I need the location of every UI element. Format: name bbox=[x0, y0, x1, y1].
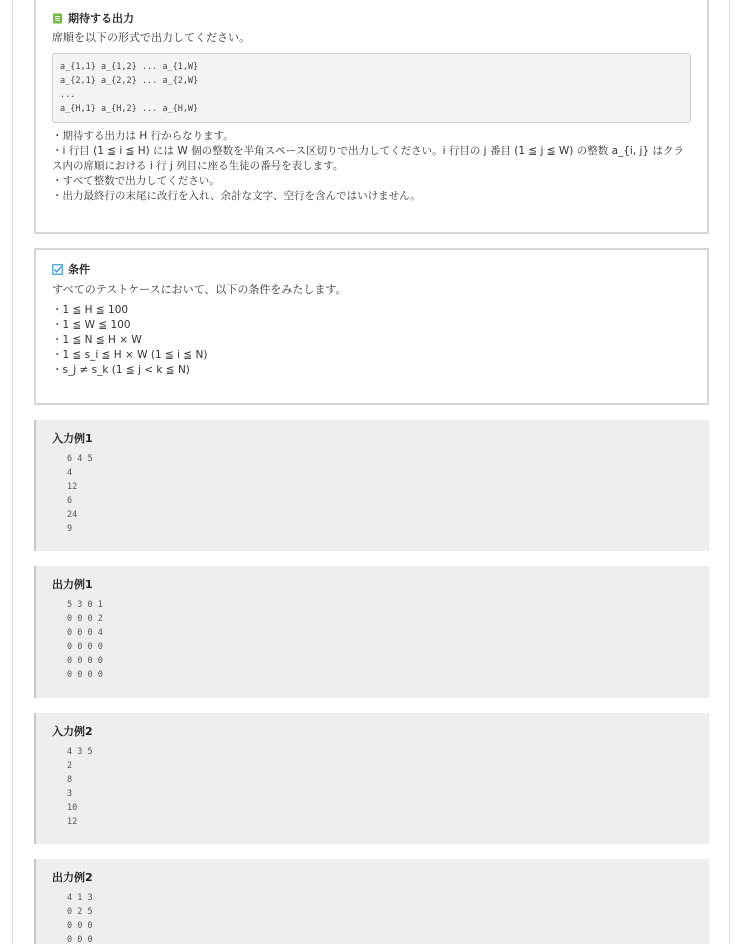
expected-output-title: 期待する出力 bbox=[68, 12, 134, 25]
condition-item: ・1 ≦ H ≦ 100 bbox=[52, 304, 129, 316]
sample-line: 0 0 0 2 bbox=[67, 614, 103, 624]
sample-title: 入力例1 bbox=[52, 432, 93, 445]
document-list-icon bbox=[52, 13, 63, 24]
expected-output-description: 席順を以下の形式で出力してください。 bbox=[52, 31, 250, 44]
sample-output-2 bbox=[34, 859, 709, 944]
condition-item: ・1 ≦ W ≦ 100 bbox=[52, 319, 131, 331]
sample-line: 0 0 0 0 bbox=[67, 642, 103, 652]
sample-line: 6 4 5 bbox=[67, 454, 93, 464]
condition-item: ・s_j ≠ s_k (1 ≦ j < k ≦ N) bbox=[52, 364, 190, 376]
checkbox-icon bbox=[52, 264, 63, 275]
sample-line: 5 3 0 1 bbox=[67, 600, 103, 610]
format-line: ... bbox=[60, 90, 76, 100]
conditions-section bbox=[34, 248, 709, 405]
condition-item: ・1 ≦ N ≦ H × W bbox=[52, 334, 142, 346]
sample-output-1 bbox=[34, 566, 709, 698]
output-rule: ・期待する出力は H 行からなります。 bbox=[52, 130, 234, 142]
output-rules-list bbox=[52, 129, 691, 204]
format-line: a_{1,1} a_{1,2} ... a_{1,W} bbox=[60, 62, 199, 72]
output-rule: ・出力最終行の末尾に改行を入れ、余計な文字、空行を含んではいけません。 bbox=[52, 190, 421, 202]
output-format-code-block bbox=[52, 53, 691, 123]
sample-line: 0 0 0 4 bbox=[67, 628, 103, 638]
output-rule: ス内の席順における i 行 j 列目に座る生徒の番号を表します。 bbox=[52, 160, 344, 172]
format-line: a_{2,1} a_{2,2} ... a_{2,W} bbox=[60, 76, 199, 86]
sample-input-2 bbox=[34, 713, 709, 844]
sample-line: 9 bbox=[67, 524, 73, 534]
section-title-row bbox=[52, 10, 691, 26]
sample-line: 0 2 5 bbox=[67, 907, 93, 917]
sample-line: 10 bbox=[67, 803, 78, 813]
sample-line: 8 bbox=[67, 775, 73, 785]
sample-line: 3 bbox=[67, 789, 73, 799]
sample-line: 0 0 0 0 bbox=[67, 656, 103, 666]
sample-line: 24 bbox=[67, 510, 78, 520]
sample-input-1 bbox=[34, 420, 709, 551]
sample-line: 4 3 5 bbox=[67, 747, 93, 757]
sample-line: 12 bbox=[67, 482, 78, 492]
conditions-description: すべてのテストケースにおいて、以下の条件をみたします。 bbox=[52, 283, 347, 296]
sample-line: 0 0 0 bbox=[67, 935, 93, 944]
expected-output-section bbox=[34, 0, 709, 234]
output-rule: ・i 行目 (1 ≦ i ≦ H) には W 個の整数を半角スペース区切りで出力してください。i 行目の j 番目 (1 ≦ j ≦ W) の整数 a_{i, j} はクラ bbox=[52, 145, 684, 157]
output-rule: ・すべて整数で出力してください。 bbox=[52, 175, 220, 187]
format-line: a_{H,1} a_{H,2} ... a_{H,W} bbox=[60, 104, 199, 114]
sample-line: 4 1 3 bbox=[67, 893, 93, 903]
condition-item: ・1 ≦ s_i ≦ H × W (1 ≦ i ≦ N) bbox=[52, 349, 208, 361]
sample-line: 4 bbox=[67, 468, 73, 478]
sample-lines bbox=[52, 745, 693, 829]
conditions-list bbox=[52, 303, 691, 378]
sample-line: 12 bbox=[67, 817, 78, 827]
conditions-title: 条件 bbox=[68, 263, 90, 276]
sample-title: 出力例2 bbox=[52, 871, 93, 884]
sample-title: 出力例1 bbox=[52, 578, 93, 591]
sample-lines bbox=[52, 452, 693, 536]
section-title-row bbox=[52, 261, 691, 277]
sample-lines bbox=[52, 598, 693, 682]
sample-line: 2 bbox=[67, 761, 73, 771]
sample-title: 入力例2 bbox=[52, 725, 93, 738]
sample-line: 0 0 0 bbox=[67, 921, 93, 931]
sample-line: 6 bbox=[67, 496, 73, 506]
sample-line: 0 0 0 0 bbox=[67, 670, 103, 680]
sample-lines bbox=[52, 891, 693, 944]
